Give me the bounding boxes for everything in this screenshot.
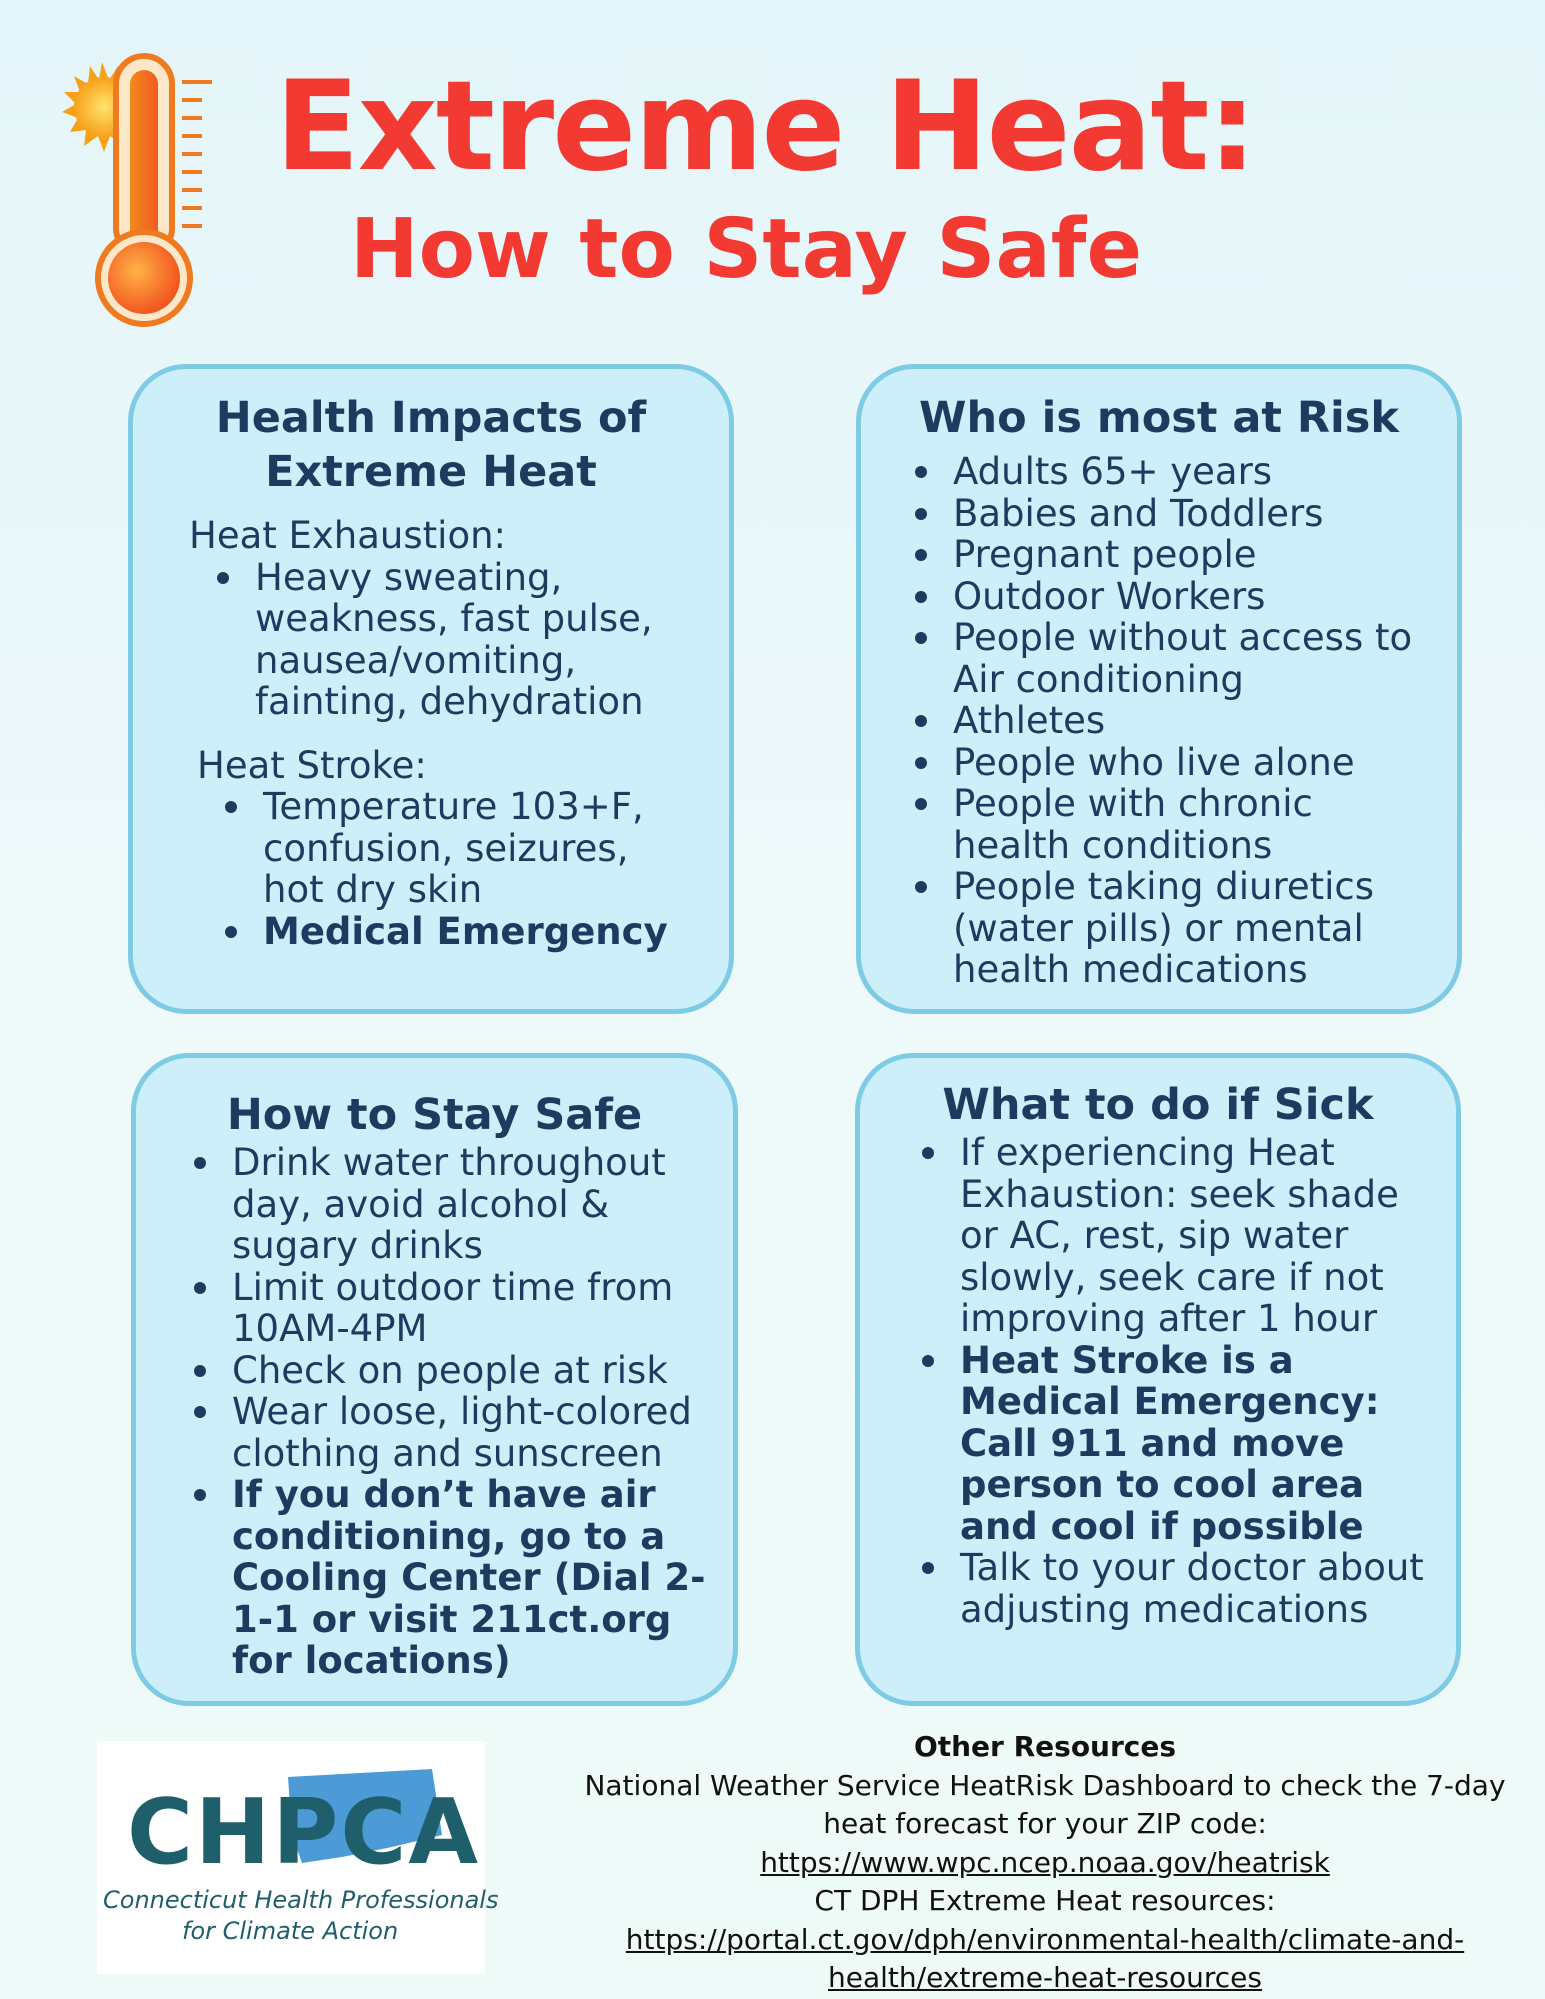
if-sick-title: What to do if Sick (942, 1080, 1374, 1130)
list-item: People taking diuretics (water pills) or mental health medications (903, 866, 1437, 991)
nws-description-line1: National Weather Service HeatRisk Dashboard to check the 7-day (584, 1768, 1506, 1802)
other-resources (560, 1728, 1530, 1998)
list-item: Outdoor Workers (903, 576, 1437, 618)
list-item: Temperature 103+F, confusion, seizures, hot dry skin (213, 786, 699, 911)
nws-description-line2: heat forecast for your ZIP code: (823, 1807, 1267, 1840)
resources-heading: Other Resources (913, 1730, 1177, 1763)
list-item: Adults 65+ years (903, 451, 1437, 493)
heat-exhaustion-label: Heat Exhaustion: (189, 514, 506, 557)
thermometer-sun-icon (62, 52, 252, 332)
logo-tagline-line2: for Climate Action (182, 1917, 399, 1945)
list-item: People with chronic health conditions (903, 783, 1437, 866)
list-item: Wear loose, light-colored clothing and sunscreen (182, 1391, 719, 1474)
list-item: Talk to your doctor about adjusting medications (910, 1547, 1426, 1630)
if-sick-card (855, 1053, 1461, 1706)
dph-description: CT DPH Extreme Heat resources: (814, 1884, 1276, 1917)
page-title: Extreme Heat: (275, 55, 1256, 199)
at-risk-card (856, 364, 1462, 1014)
stay-safe-title: How to Stay Safe (226, 1090, 643, 1140)
list-item: Heat Stroke is a Medical Emergency: Call 911 and move person to cool area and cool if possible (910, 1340, 1426, 1548)
list-item: Athletes (903, 700, 1437, 742)
page-subtitle: How to Stay Safe (350, 202, 1143, 297)
health-impacts-card (128, 364, 734, 1014)
dph-link-line1[interactable]: https://portal.ct.gov/dph/environmental-health/climate-and- (625, 1922, 1465, 1956)
heat-stroke-label: Heat Stroke: (197, 743, 427, 787)
logo-wordmark: CHPCA (127, 1780, 481, 1885)
nws-heatrisk-link[interactable]: https://www.wpc.ncep.noaa.gov/heatrisk (760, 1845, 1330, 1879)
list-item: People who live alone (903, 742, 1437, 784)
chpca-logo (97, 1741, 499, 1974)
list-item: Pregnant people (903, 534, 1437, 576)
dph-link-line2[interactable]: health/extreme-heat-resources (828, 1961, 1262, 1994)
list-item: Babies and Toddlers (903, 493, 1437, 535)
list-item: If you don’t have air conditioning, go to a Cooling Center (Dial 2-1-1 or visit 211ct.org for locations) (182, 1474, 719, 1682)
health-impacts-title-line2: Extreme Heat (265, 447, 597, 497)
logo-tagline-line1: Connecticut Health Professionals (103, 1886, 499, 1914)
list-item: People without access to Air conditioning (903, 617, 1437, 700)
list-item: If experiencing Heat Exhaustion: seek shade or AC, rest, sip water slowly, seek care if not improving after 1 hour (910, 1132, 1426, 1340)
health-impacts-title-line1: Health Impacts of (215, 393, 647, 443)
list-item: Check on people at risk (182, 1350, 719, 1392)
list-item: Drink water throughout day, avoid alcohol & sugary drinks (182, 1142, 719, 1267)
list-item: Limit outdoor time from 10AM-4PM (182, 1267, 719, 1350)
list-item: Heavy sweating, weakness, fast pulse, nausea/vomiting, fainting, dehydration (205, 557, 709, 723)
stay-safe-card (131, 1053, 738, 1706)
at-risk-title: Who is most at Risk (919, 393, 1399, 443)
health-impacts-title (133, 391, 729, 499)
list-item: Medical Emergency (213, 911, 699, 953)
